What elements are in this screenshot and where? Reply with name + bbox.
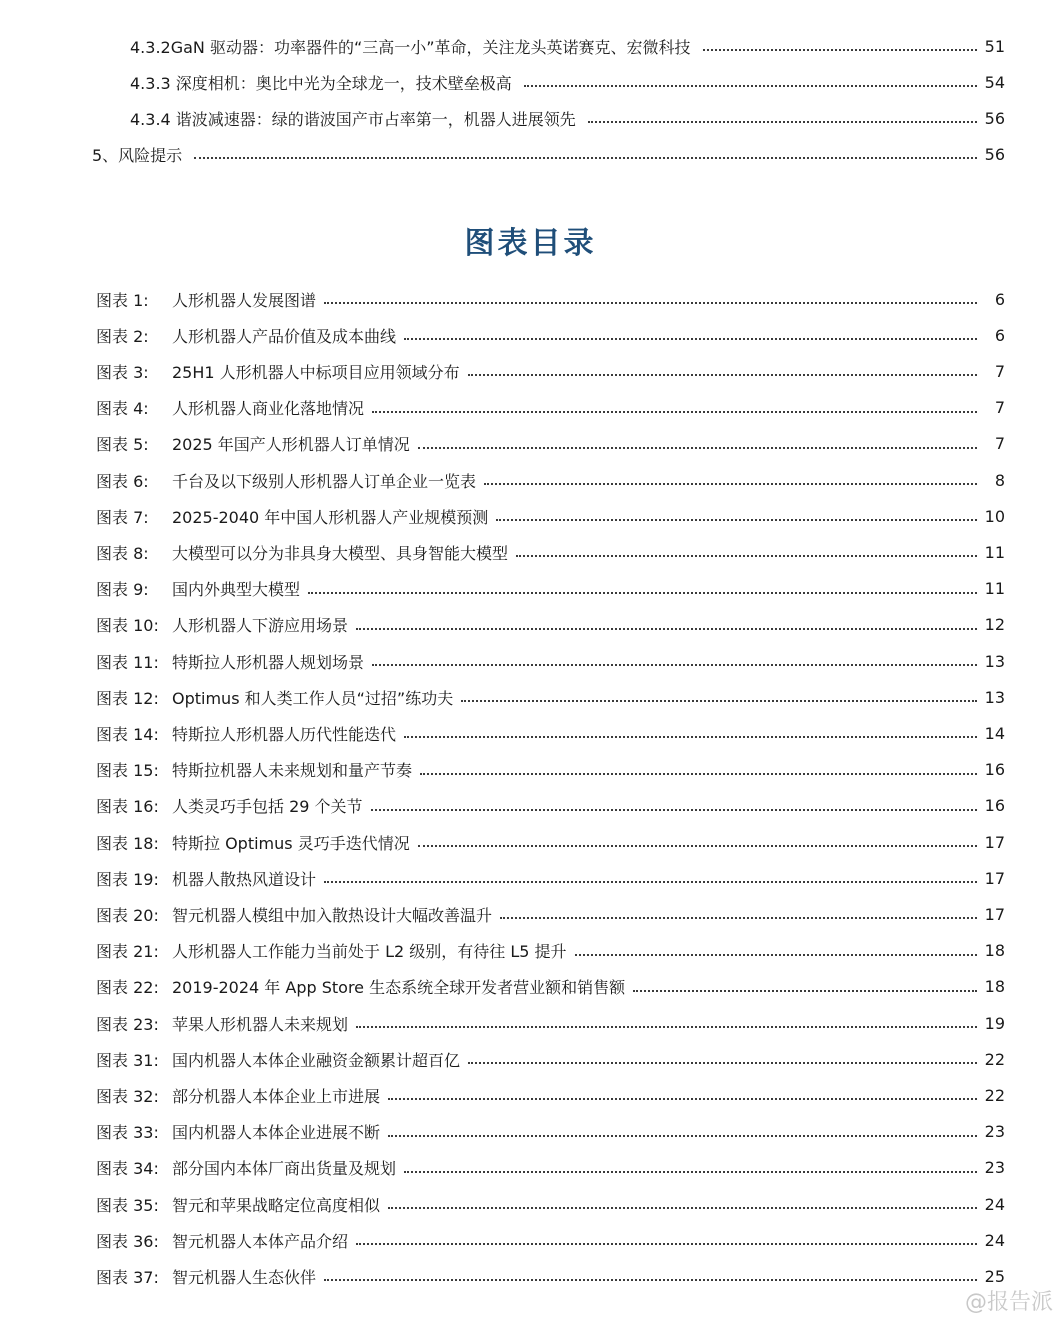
figure-caption: 苹果人形机器人未来规划 (172, 1014, 349, 1034)
dot-leader (324, 302, 977, 304)
figure-number: 图表 8: (96, 543, 149, 563)
figure-number: 图表 1: (96, 290, 149, 310)
dot-leader (404, 338, 977, 340)
dot-leader (388, 1207, 977, 1209)
figure-page: 22 (984, 1085, 1005, 1105)
figure-caption: 特斯拉人形机器人历代性能迭代 (172, 724, 397, 744)
dot-leader (575, 954, 977, 956)
dot-leader (308, 592, 977, 594)
figure-list-item[interactable] (96, 1192, 1005, 1216)
dot-leader (468, 1062, 977, 1064)
figure-list-item[interactable] (96, 866, 1005, 890)
toc-entry-page: 54 (984, 72, 1005, 92)
figure-page: 13 (984, 687, 1005, 707)
figure-page: 22 (984, 1049, 1005, 1069)
figure-caption: Optimus 和人类工作人员“过招”练功夫 (172, 688, 454, 708)
figure-number: 图表 7: (96, 507, 149, 527)
figure-list-item[interactable] (96, 1156, 1005, 1180)
figure-number: 图表 35: (96, 1195, 159, 1215)
figure-list-item[interactable] (96, 1120, 1005, 1144)
figure-caption: 智元和苹果战略定位高度相似 (172, 1195, 381, 1215)
figure-number: 图表 20: (96, 905, 159, 925)
figure-number: 图表 11: (96, 652, 159, 672)
figure-page: 19 (984, 1013, 1005, 1033)
figure-page: 7 (994, 398, 1005, 418)
figure-caption: 大模型可以分为非具身大模型、具身智能大模型 (172, 543, 509, 563)
figure-number: 图表 32: (96, 1086, 159, 1106)
dot-leader (633, 990, 977, 992)
toc-entry-label: 4.3.2GaN 驱动器：功率器件的“三高一小”革命，关注龙头英诺赛克、宏微科技 (130, 37, 691, 57)
figure-page: 11 (984, 579, 1005, 599)
dot-leader (461, 700, 976, 702)
figure-list-item[interactable] (96, 540, 1005, 564)
figure-number: 图表 6: (96, 471, 149, 491)
figure-list-item[interactable] (96, 758, 1005, 782)
toc-entry-page: 51 (984, 36, 1005, 56)
figure-caption: 智元机器人生态伙伴 (172, 1267, 317, 1287)
dot-leader (496, 519, 976, 521)
watermark: @报告派 (964, 1290, 1053, 1315)
figure-page: 23 (984, 1158, 1005, 1178)
figure-caption: 人类灵巧手包括 29 个关节 (172, 797, 363, 817)
dot-leader (372, 411, 977, 413)
figure-caption: 人形机器人商业化落地情况 (172, 399, 365, 419)
figure-caption: 国内机器人本体企业进展不断 (172, 1123, 381, 1143)
dot-leader (194, 157, 976, 159)
figure-number: 图表 16: (96, 797, 159, 817)
dot-leader (371, 809, 977, 811)
figure-caption: 25H1 人形机器人中标项目应用领域分布 (172, 362, 460, 382)
dot-leader (418, 845, 977, 847)
figure-page: 24 (984, 1194, 1005, 1214)
figure-number: 图表 15: (96, 761, 159, 781)
figure-page: 12 (984, 615, 1005, 635)
dot-leader (420, 773, 977, 775)
figure-number: 图表 2: (96, 326, 149, 346)
toc-entry[interactable] (130, 106, 1005, 130)
dot-leader (703, 49, 977, 51)
figure-page: 7 (994, 434, 1005, 454)
figure-list-item[interactable] (96, 975, 1005, 999)
dot-leader (524, 85, 977, 87)
figure-page: 25 (984, 1266, 1005, 1286)
toc-entry-page: 56 (984, 108, 1005, 128)
figure-list-item[interactable] (96, 396, 1005, 420)
figure-list-item[interactable] (96, 468, 1005, 492)
figure-page: 24 (984, 1230, 1005, 1250)
dot-leader (324, 1279, 977, 1281)
figure-number: 图表 19: (96, 869, 159, 889)
figure-caption: 智元机器人本体产品介绍 (172, 1231, 349, 1251)
figure-page: 14 (984, 723, 1005, 743)
figure-number: 图表 14: (96, 724, 159, 744)
toc-entry-label: 4.3.3 深度相机：奥比中光为全球龙一，技术壁垒极高 (130, 73, 512, 93)
figure-page: 8 (994, 470, 1005, 490)
toc-entry-label: 4.3.4 谐波减速器：绿的谐波国产市占率第一，机器人进展领先 (130, 109, 576, 129)
figure-caption: 人形机器人发展图谱 (172, 290, 317, 310)
figures-list-title: 图表目录 (464, 226, 597, 261)
figure-page: 18 (984, 941, 1005, 961)
figure-number: 图表 33: (96, 1123, 159, 1143)
figure-list-item[interactable] (96, 685, 1005, 709)
figure-number: 图表 4: (96, 399, 149, 419)
figure-caption: 国内机器人本体企业融资金额累计超百亿 (172, 1050, 461, 1070)
figure-caption: 机器人散热风道设计 (172, 869, 317, 889)
figure-number: 图表 22: (96, 978, 159, 998)
figure-caption: 部分机器人本体企业上市进展 (172, 1086, 381, 1106)
figure-caption: 特斯拉人形机器人规划场景 (172, 652, 365, 672)
figure-page: 16 (984, 760, 1005, 780)
figure-list-item[interactable] (96, 323, 1005, 347)
figure-page: 16 (984, 796, 1005, 816)
figure-caption: 千台及以下级别人形机器人订单企业一览表 (172, 471, 477, 491)
figure-number: 图表 21: (96, 942, 159, 962)
figure-list-item[interactable] (96, 902, 1005, 926)
toc-entry[interactable] (130, 34, 1005, 58)
figure-caption: 特斯拉 Optimus 灵巧手迭代情况 (172, 833, 410, 853)
figure-number: 图表 36: (96, 1231, 159, 1251)
figure-caption: 部分国内本体厂商出货量及规划 (172, 1159, 397, 1179)
figure-list-item[interactable] (96, 721, 1005, 745)
dot-leader (356, 1243, 977, 1245)
figure-page: 13 (984, 651, 1005, 671)
figure-page: 17 (984, 832, 1005, 852)
figure-list-item[interactable] (96, 794, 1005, 818)
dot-leader (404, 1171, 977, 1173)
figure-list-item[interactable] (96, 504, 1005, 528)
dot-leader (324, 881, 977, 883)
toc-entry-page: 56 (984, 144, 1005, 164)
figure-number: 图表 34: (96, 1159, 159, 1179)
figure-number: 图表 31: (96, 1050, 159, 1070)
figure-list-item[interactable] (96, 577, 1005, 601)
dot-leader (500, 917, 977, 919)
dot-leader (418, 447, 977, 449)
figure-caption: 人形机器人工作能力当前处于 L2 级别，有待往 L5 提升 (172, 942, 567, 962)
figure-number: 图表 18: (96, 833, 159, 853)
figure-page: 7 (994, 361, 1005, 381)
figure-number: 图表 10: (96, 616, 159, 636)
figure-list-item[interactable] (96, 432, 1005, 456)
dot-leader (516, 555, 977, 557)
dot-leader (388, 1135, 977, 1137)
figure-list-item[interactable] (96, 287, 1005, 311)
dot-leader (372, 664, 977, 666)
toc-entry[interactable] (130, 70, 1005, 94)
figure-list-item[interactable] (96, 1264, 1005, 1288)
figure-number: 图表 9: (96, 580, 149, 600)
toc-entry[interactable] (92, 142, 1005, 166)
figure-caption: 国内外典型大模型 (172, 580, 301, 600)
figure-number: 图表 12: (96, 688, 159, 708)
figure-list-item[interactable] (96, 1047, 1005, 1071)
dot-leader (588, 121, 977, 123)
figure-list-item[interactable] (96, 939, 1005, 963)
figure-list-item[interactable] (96, 649, 1005, 673)
figure-caption: 人形机器人产品价值及成本曲线 (172, 326, 397, 346)
figure-number: 图表 23: (96, 1014, 159, 1034)
dot-leader (468, 374, 977, 376)
figure-page: 17 (984, 904, 1005, 924)
figure-number: 图表 5: (96, 435, 149, 455)
figure-caption: 人形机器人下游应用场景 (172, 616, 349, 636)
dot-leader (356, 628, 977, 630)
toc-entry-label: 5、风险提示 (92, 145, 183, 165)
figure-caption: 2025-2040 年中国人形机器人产业规模预测 (172, 507, 489, 527)
figure-caption: 特斯拉机器人未来规划和量产节奏 (172, 761, 413, 781)
dot-leader (404, 736, 977, 738)
figure-caption: 2025 年国产人形机器人订单情况 (172, 435, 410, 455)
figure-page: 23 (984, 1122, 1005, 1142)
figure-page: 6 (994, 325, 1005, 345)
figure-list-item[interactable] (96, 359, 1005, 383)
figure-list-item[interactable] (96, 1083, 1005, 1107)
figure-page: 17 (984, 868, 1005, 888)
figure-number: 图表 37: (96, 1267, 159, 1287)
figure-caption: 2019-2024 年 App Store 生态系统全球开发者营业额和销售额 (172, 978, 626, 998)
figure-page: 6 (994, 289, 1005, 309)
dot-leader (388, 1098, 977, 1100)
figure-page: 11 (984, 542, 1005, 562)
figure-number: 图表 3: (96, 362, 149, 382)
figure-list-item[interactable] (96, 613, 1005, 637)
figure-list-item[interactable] (96, 1228, 1005, 1252)
figure-list-item[interactable] (96, 830, 1005, 854)
dot-leader (484, 483, 977, 485)
figure-list-item[interactable] (96, 1011, 1005, 1035)
figure-page: 18 (984, 977, 1005, 997)
figure-caption: 智元机器人模组中加入散热设计大幅改善温升 (172, 905, 493, 925)
figure-page: 10 (984, 506, 1005, 526)
dot-leader (356, 1026, 977, 1028)
